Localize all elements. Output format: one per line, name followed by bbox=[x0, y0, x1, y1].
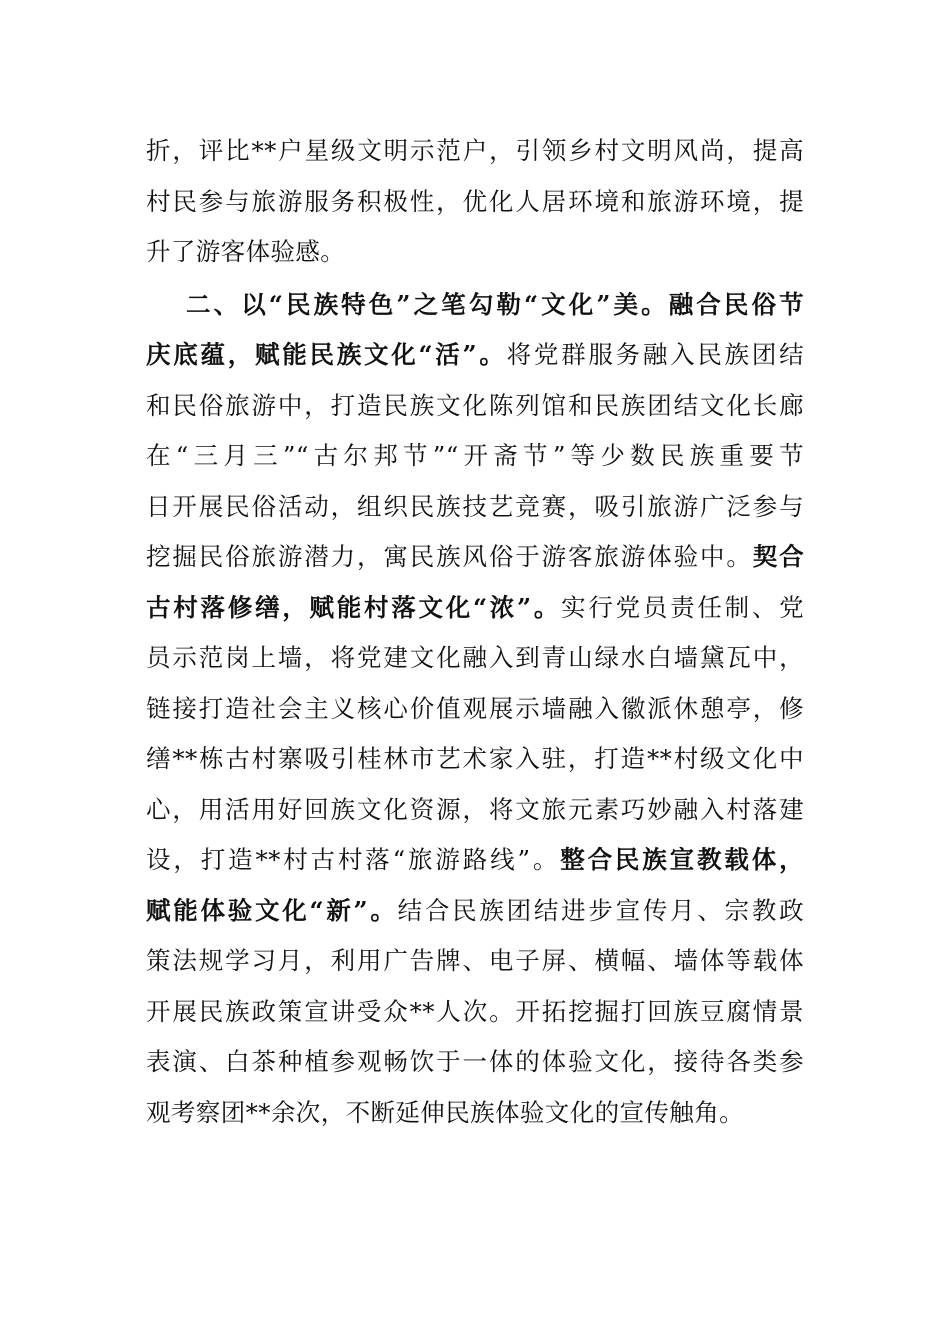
body-text: 实行党员责任制、党 bbox=[561, 592, 804, 622]
text-line: 链接打造社会主义核心价值观展示墙融入徽派休憩亭，修 bbox=[146, 693, 804, 723]
text-line: 策法规学习月，利用广告牌、电子屏、横幅、墙体等载体 bbox=[146, 946, 804, 975]
body-text: 结合民族团结进步宣传月、宗教政 bbox=[397, 895, 805, 925]
text-line: 折，评比**户星级文明示范户，引领乡村文明风尚，提高 bbox=[146, 136, 804, 165]
document-page bbox=[146, 126, 804, 1138]
text-line bbox=[146, 532, 804, 583]
paragraph-2 bbox=[146, 280, 804, 1139]
text-line bbox=[146, 583, 804, 634]
text-line: 缮**栋古村寨吸引桂林市艺术家入驻，打造**村级文化中 bbox=[146, 744, 804, 773]
body-text: 设，打造**村古村落“旅游路线”。 bbox=[146, 845, 561, 874]
text-line: 日开展民俗活动，组织民族技艺竞赛，吸引旅游广泛参与 bbox=[146, 491, 804, 521]
subheading-text: 古村落修缮，赋能村落文化“浓”。 bbox=[146, 592, 562, 622]
subheading-text: 契合 bbox=[752, 542, 804, 571]
text-line bbox=[146, 886, 804, 937]
subheading-text: 庆底蕴，赋能民族文化“活”。 bbox=[146, 340, 507, 369]
text-line: 和民俗旅游中，打造民族文化陈列馆和民族团结文化长廊 bbox=[146, 390, 804, 420]
body-text: 挖掘民俗旅游潜力，寓民族风俗于游客旅游体验中。 bbox=[146, 542, 753, 571]
text-line: 村民参与旅游服务积极性，优化人居环境和旅游环境，提 bbox=[146, 186, 804, 216]
text-line: 观考察团**余次，不断延伸民族体验文化的宣传触角。 bbox=[146, 1097, 744, 1127]
subheading-text: 赋能体验文化“新”。 bbox=[146, 895, 398, 925]
text-line bbox=[146, 330, 804, 381]
paragraph-1 bbox=[146, 126, 804, 278]
section-heading bbox=[146, 280, 804, 331]
section-heading-text: 二、以“民族特色”之笔勾勒“文化”美。融合民俗节 bbox=[186, 289, 804, 319]
text-line bbox=[146, 835, 804, 886]
text-line: 开展民族政策宣讲受众**人次。开拓挖掘打回族豆腐情景 bbox=[146, 996, 804, 1026]
body-text: 将党群服务融入民族团结 bbox=[506, 340, 804, 369]
text-line: 升了游客体验感。 bbox=[146, 237, 346, 266]
text-line: 表演、白茶种植参观畅饮于一体的体验文化，接待各类参 bbox=[146, 1047, 804, 1076]
subheading-text: 整合民族宣教载体， bbox=[560, 845, 804, 874]
text-line: 员示范岗上墙，将党建文化融入到青山绿水白墙黛瓦中， bbox=[146, 643, 804, 672]
text-line: 在“三月三”“古尔邦节”“开斋节”等少数民族重要节 bbox=[146, 441, 804, 470]
text-line: 心，用活用好回族文化资源，将文旅元素巧妙融入村落建 bbox=[146, 794, 804, 824]
